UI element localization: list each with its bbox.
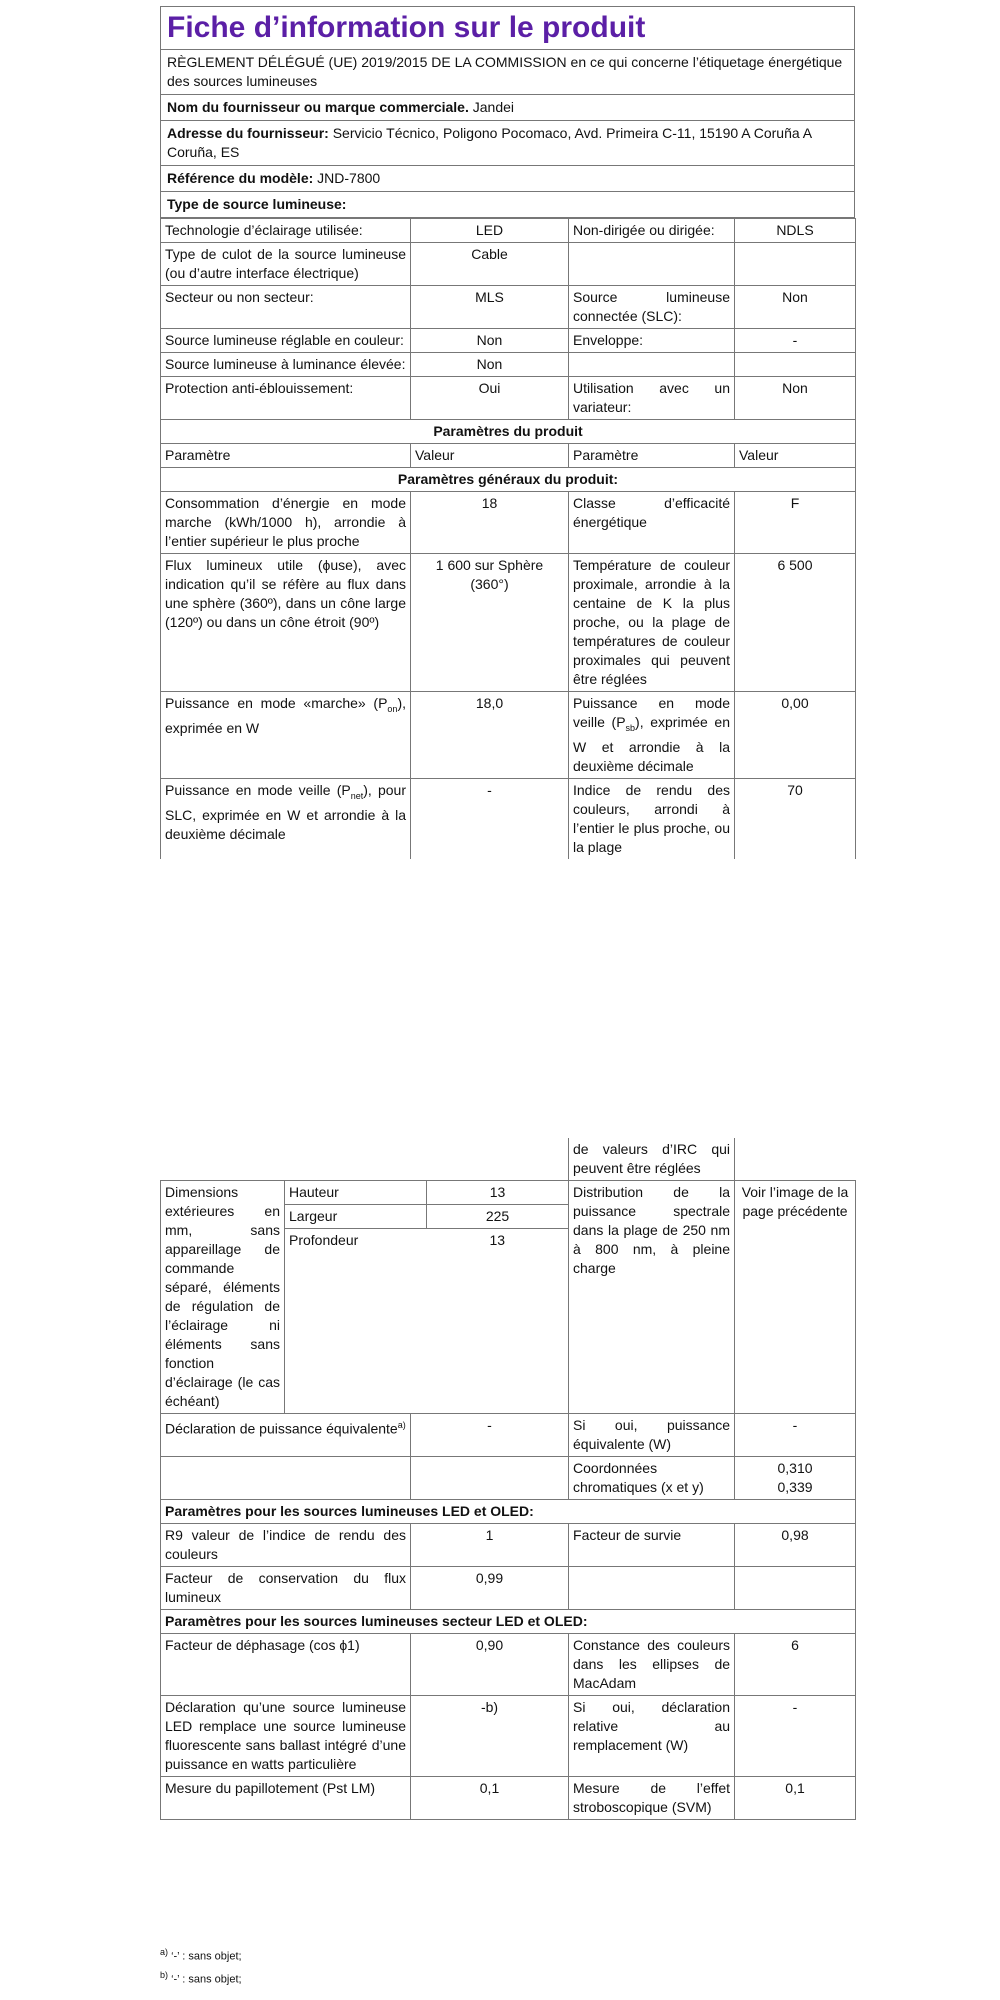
param-cell: Indice de rendu des couleurs, arrondi à l’entier le plus proche, ou la plage — [569, 778, 735, 859]
table-row — [161, 692, 856, 779]
dimensions-table — [285, 1181, 568, 1252]
value-cell: 6 — [735, 1634, 856, 1696]
section-heading-row — [161, 1610, 856, 1634]
value-cell — [735, 1567, 856, 1610]
value-cell — [735, 353, 856, 377]
value-cell: LED — [411, 219, 569, 243]
param-cell: Secteur ou non secteur: — [161, 286, 411, 329]
table-row — [161, 329, 856, 353]
value-cell: Non — [735, 377, 856, 420]
regulation-text: RÈGLEMENT DÉLÉGUÉ (UE) 2019/2015 DE LA COMMISSION en ce qui concerne l’étiquetage énergétique des sources lumineuses — [161, 50, 854, 95]
param-cell: Type de culot de la source lumineuse (ou d’autre interface électrique) — [161, 243, 411, 286]
table-row — [161, 353, 856, 377]
value-cell: 18,0 — [411, 692, 569, 779]
sheet-header — [160, 6, 855, 218]
address-row — [161, 121, 854, 166]
column-header: Paramètre — [569, 444, 735, 468]
param-cell: Source lumineuse connectée (SLC): — [569, 286, 735, 329]
footnote-text: ‘-’ : sans objet; — [171, 1973, 242, 1986]
table-row — [161, 554, 856, 692]
table-row — [161, 286, 856, 329]
value-cell: - — [735, 1414, 856, 1457]
footnote-b — [160, 1968, 242, 1987]
param-cell: Mesure du papillotement (Pst LM) — [161, 1777, 411, 1820]
dimension-name: Largeur — [285, 1205, 427, 1229]
param-cell: Mesure de l’effet stroboscopique (SVM) — [569, 1777, 735, 1820]
value-cell: Non — [411, 353, 569, 377]
dimension-row — [285, 1181, 568, 1205]
value-cell: 0,99 — [411, 1567, 569, 1610]
dimension-value: 225 — [427, 1205, 569, 1229]
dimension-value: 13 — [489, 1232, 506, 1248]
value-cell: - — [735, 1696, 856, 1777]
dimension-row — [285, 1205, 568, 1229]
table-row — [161, 1567, 856, 1610]
product-params-heading: Paramètres du produit — [161, 420, 856, 444]
model-row — [161, 166, 854, 192]
source-type-table — [160, 218, 856, 859]
model-label: Référence du modèle: — [167, 170, 314, 186]
document-page-2 — [160, 1138, 855, 1820]
table-row — [161, 1524, 856, 1567]
value-cell: 0,1 — [735, 1777, 856, 1820]
table-row — [161, 778, 856, 859]
value-cell: Oui — [411, 377, 569, 420]
table-row — [161, 1414, 856, 1457]
supplier-value: Jandei — [472, 99, 515, 115]
param-cell: Facteur de conservation du flux lumineux — [161, 1567, 411, 1610]
value-cell: 0,90 — [411, 1634, 569, 1696]
value-cell — [735, 1457, 856, 1500]
param-cell: Si oui, déclaration relative au remplacement (W) — [569, 1696, 735, 1777]
value-cell: Non — [735, 286, 856, 329]
mains-params-heading: Paramètres pour les sources lumineuses secteur LED et OLED: — [161, 1610, 856, 1634]
param-cell: Non-dirigée ou dirigée: — [569, 219, 735, 243]
dimensions-values — [285, 1181, 569, 1414]
table-row — [161, 1181, 856, 1414]
table-row — [161, 1457, 856, 1500]
supplier-label: Nom du fournisseur ou marque commerciale. — [167, 99, 469, 115]
address-label: Adresse du fournisseur: — [167, 125, 329, 141]
param-cell: Consommation d’énergie en mode marche (kWh/1000 h), arrondie à l’entier supérieur le plus proche — [161, 492, 411, 554]
value-cell: 1 600 sur Sphère (360°) — [411, 554, 569, 692]
value-cell: MLS — [411, 286, 569, 329]
dimension-name: Hauteur — [285, 1181, 427, 1205]
address-value: Servicio Técnico, Poligono Pocomaco, Avd. Primeira C-11, 15190 A Coruña A Coruña, ES — [167, 125, 812, 160]
continuation-table — [160, 1138, 856, 1820]
param-cell: Source lumineuse à luminance élevée: — [161, 353, 411, 377]
led-params-heading: Paramètres pour les sources lumineuses LED et OLED: — [161, 1500, 856, 1524]
source-type-heading: Type de source lumineuse: — [161, 192, 854, 218]
value-cell: - — [411, 1414, 569, 1457]
param-cell: R9 valeur de l’indice de rendu des couleurs — [161, 1524, 411, 1567]
table-row — [161, 1138, 856, 1181]
footnote-mark: a) — [160, 1947, 169, 1957]
value-cell: 1 — [411, 1524, 569, 1567]
column-header: Valeur — [735, 444, 856, 468]
param-cell: Puissance en mode «marche» $(P_{on})$, exprimée en W — [161, 692, 411, 779]
blank-cell — [161, 1138, 569, 1181]
param-cell: Technologie d’éclairage utilisée: — [161, 219, 411, 243]
dimension-row — [285, 1229, 568, 1253]
section-heading-row — [161, 420, 856, 444]
param-cell: Distribution de la puissance spectrale dans la plage de 250 nm à 800 nm, à pleine charge — [569, 1181, 735, 1414]
footnote-a — [160, 1945, 242, 1964]
value-cell: - — [411, 778, 569, 859]
table-row — [161, 492, 856, 554]
param-cell — [569, 243, 735, 286]
value-cell: 6 500 — [735, 554, 856, 692]
dimension-name: Profondeur — [289, 1232, 359, 1248]
param-cell: Facteur de déphasage (cos ϕ1) — [161, 1634, 411, 1696]
column-header: Valeur — [411, 444, 569, 468]
param-cell: Flux lumineux utile (ϕuse), avec indication qu’il se réfère au flux dans une sphère (360º), dans un cône large (120º) ou dans un cône étroit (90º) — [161, 554, 411, 692]
param-cell: Source lumineuse réglable en couleur: — [161, 329, 411, 353]
blank-cell — [161, 1457, 411, 1500]
table-row — [161, 1634, 856, 1696]
chroma-x: 0,310 — [777, 1460, 813, 1476]
blank-cell — [411, 1457, 569, 1500]
section-heading-row — [161, 1500, 856, 1524]
document-page-1 — [160, 6, 855, 859]
value-cell: 0,98 — [735, 1524, 856, 1567]
page-title: Fiche d’information sur le produit — [161, 7, 854, 50]
param-cell: Facteur de survie — [569, 1524, 735, 1567]
param-cell — [569, 353, 735, 377]
value-cell: 70 — [735, 778, 856, 859]
param-cell: Déclaration de puissance équivalente$^{a)}$ — [161, 1414, 411, 1457]
dimensions-label: Dimensions extérieures en mm, sans appareillage de commande séparé, éléments de régulation de l’éclairage ni éléments sans fonction d’éclairage (le cas échéant) — [161, 1181, 285, 1414]
table-row — [161, 1777, 856, 1820]
param-cell: Déclaration qu’une source lumineuse LED remplace une source lumineuse fluorescente sans ballast intégré d’une puissance en watts particulière — [161, 1696, 411, 1777]
param-cell: Classe d’efficacité énergétique — [569, 492, 735, 554]
value-cell: -b) — [411, 1696, 569, 1777]
param-cell: Coordonnées chromatiques (x et y) — [569, 1457, 735, 1500]
table-row — [161, 377, 856, 420]
param-cell — [569, 1567, 735, 1610]
value-cell: - — [735, 329, 856, 353]
value-cell: Non — [411, 329, 569, 353]
value-cell — [735, 243, 856, 286]
value-cell: Cable — [411, 243, 569, 286]
chroma-y: 0,339 — [777, 1479, 813, 1495]
supplier-row — [161, 95, 854, 121]
param-cell: Puissance en mode veille $(P_{net})$, pour SLC, exprimée en W et arrondie à la deuxième décimale — [161, 778, 411, 859]
blank-cell — [735, 1138, 856, 1181]
param-cell: Si oui, puissance équivalente (W) — [569, 1414, 735, 1457]
table-row — [161, 243, 856, 286]
footnote-text: ‘-’ : sans objet; — [171, 1950, 242, 1963]
footnote-mark: b) — [160, 1970, 169, 1980]
table-row — [161, 1696, 856, 1777]
param-cell: Protection anti-éblouissement: — [161, 377, 411, 420]
table-row — [161, 219, 856, 243]
param-cell: de valeurs d’IRC qui peuvent être réglées — [569, 1138, 735, 1181]
value-cell: 0,00 — [735, 692, 856, 779]
model-value: JND-7800 — [317, 170, 381, 186]
dimension-value: 13 — [427, 1181, 569, 1205]
param-cell: Enveloppe: — [569, 329, 735, 353]
param-cell: Utilisation avec un variateur: — [569, 377, 735, 420]
value-cell: 18 — [411, 492, 569, 554]
section-heading-row — [161, 468, 856, 492]
column-header-row — [161, 444, 856, 468]
value-cell: 0,1 — [411, 1777, 569, 1820]
value-cell: F — [735, 492, 856, 554]
column-header: Paramètre — [161, 444, 411, 468]
value-cell: Voir l’image de la page précédente — [735, 1181, 856, 1414]
param-cell: Température de couleur proximale, arrondie à la centaine de K la plus proche, ou la plage de températures de couleur proximales qui peuvent être réglées — [569, 554, 735, 692]
param-cell: Puissance en mode veille $(P_{sb})$, exprimée en W et arrondie à la deuxième décimale — [569, 692, 735, 779]
param-cell: Constance des couleurs dans les ellipses de MacAdam — [569, 1634, 735, 1696]
value-cell: NDLS — [735, 219, 856, 243]
general-params-heading: Paramètres généraux du produit: — [161, 468, 856, 492]
